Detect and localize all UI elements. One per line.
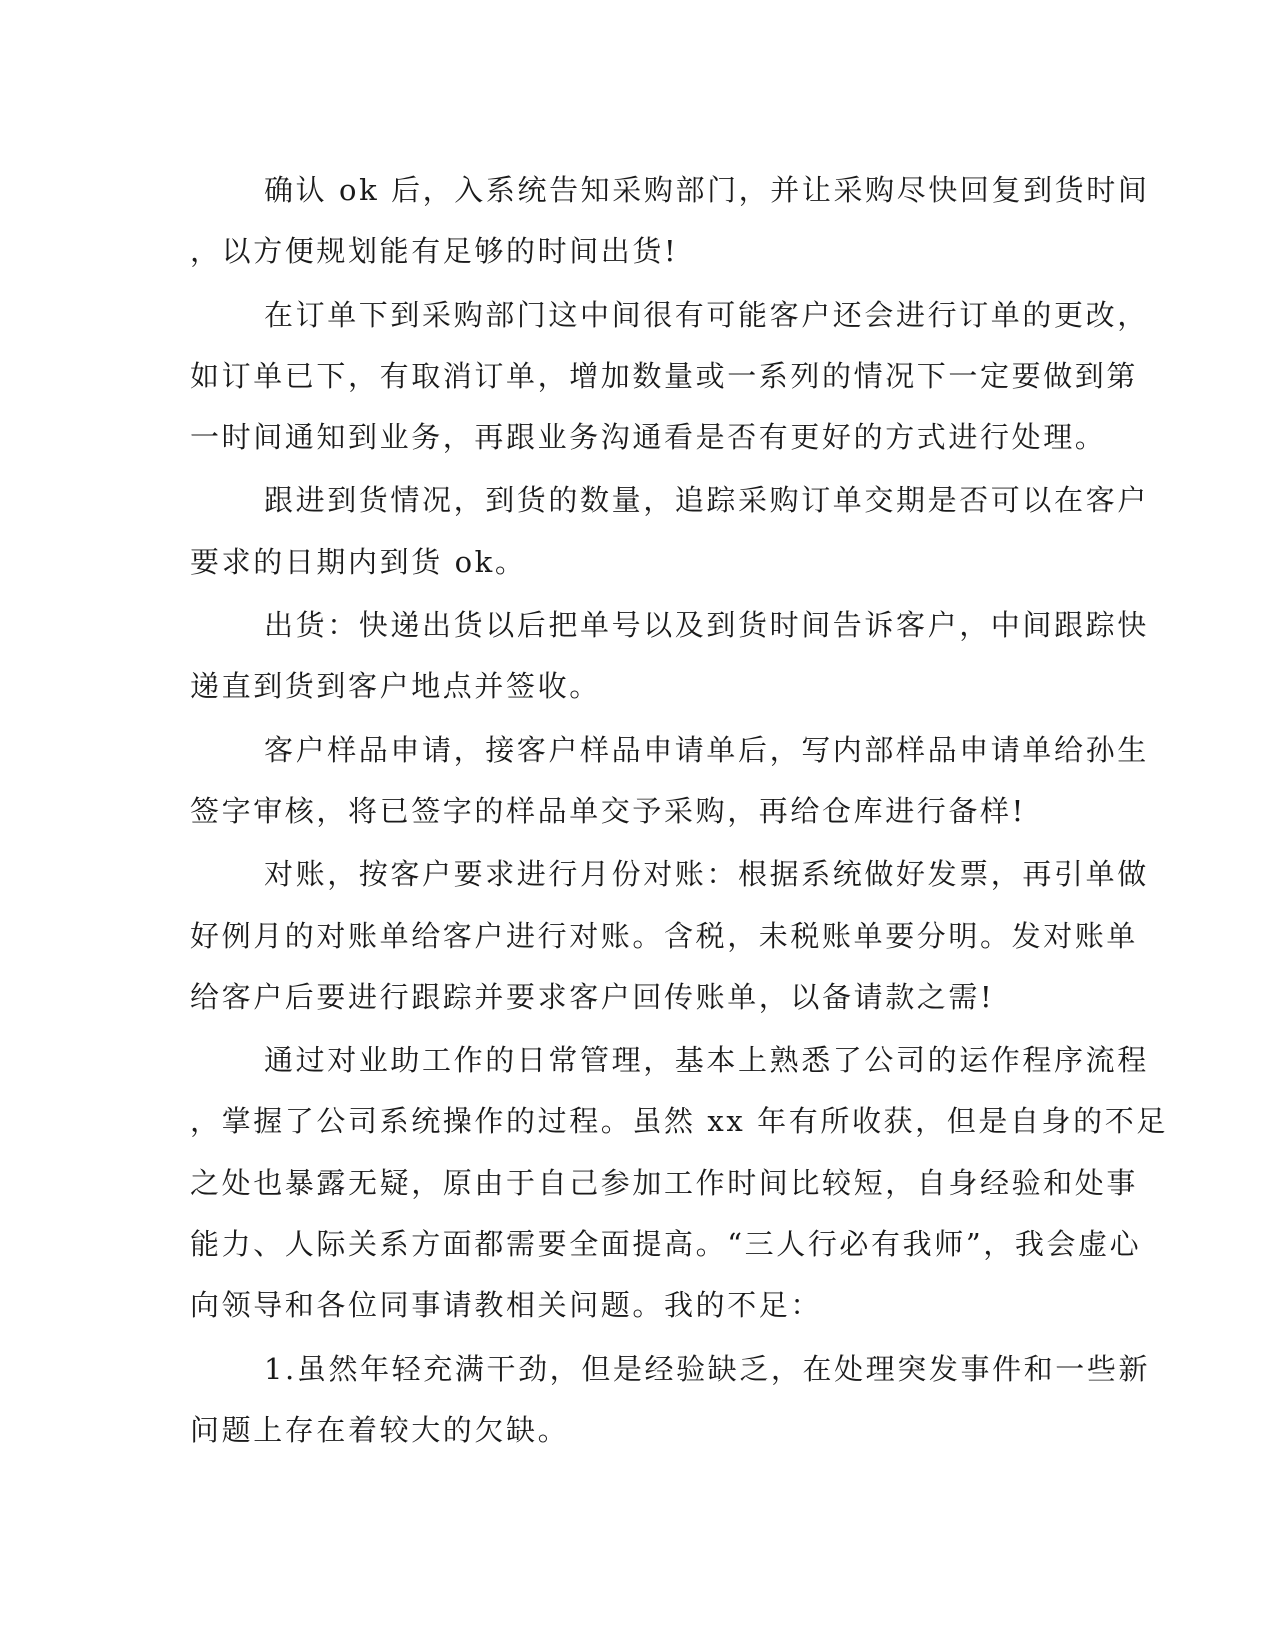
- text-line: 1.虽然年轻充满干劲，但是经验缺乏，在处理突发事件和一些新: [264, 1351, 1151, 1386]
- paragraph-shipping: [190, 595, 1149, 718]
- text-line: ，掌握了公司系统操作的过程。虽然 xx 年有所收获，但是自身的不足: [190, 1104, 1168, 1139]
- paragraph-order-change: [190, 285, 1149, 469]
- text-line: 之处也暴露无疑，原由于自己参加工作时间比较短，自身经验和处事: [190, 1165, 1139, 1200]
- text-line: 递直到货到客户地点并签收。: [190, 669, 601, 704]
- text-line: 在订单下到采购部门这中间很有可能客户还会进行订单的更改，: [264, 297, 1149, 332]
- text-line: 要求的日期内到货 ok。: [190, 544, 527, 579]
- text-line: 一时间通知到业务，再跟业务沟通看是否有更好的方式进行处理。: [190, 420, 1107, 455]
- text-line: 确认 ok 后，入系统告知采购部门，并让采购尽快回复到货时间: [264, 173, 1150, 207]
- text-line: 向领导和各位同事请教相关问题。我的不足：: [190, 1288, 823, 1323]
- text-line: 对账，按客户要求进行月份对账：根据系统做好发票，再引单做: [264, 857, 1149, 892]
- text-line: 客户样品申请，接客户样品申请单后，写内部样品申请单给孙生: [264, 732, 1149, 767]
- paragraph-shortcoming-1: [190, 1339, 1151, 1462]
- paragraph-summary: [190, 1030, 1168, 1336]
- text-line: 能力、人际关系方面都需要全面提高。“三人行必有我师”，我会虚心: [190, 1227, 1142, 1262]
- text-line: 出货：快递出货以后把单号以及到货时间告诉客户，中间跟踪快: [264, 608, 1149, 643]
- text-line: 如订单已下，有取消订单，增加数量或一系列的情况下一定要做到第: [190, 358, 1139, 393]
- paragraph-sample-request: [190, 720, 1149, 843]
- paragraph-order-confirm: [190, 160, 1150, 283]
- text-line: 签字审核，将已签字的样品单交予采购，再给仓库进行备样!: [190, 793, 1026, 828]
- paragraph-reconciliation: [190, 844, 1149, 1028]
- text-line: 跟进到货情况，到货的数量，追踪采购订单交期是否可以在客户: [264, 483, 1149, 518]
- text-line: ，以方便规划能有足够的时间出货!: [190, 234, 679, 269]
- document-body: [190, 160, 1168, 1463]
- text-line: 好例月的对账单给客户进行对账。含税，未税账单要分明。发对账单: [190, 918, 1139, 953]
- text-line: 给客户后要进行跟踪并要求客户回传账单，以备请款之需!: [190, 979, 995, 1014]
- text-line: 通过对业助工作的日常管理，基本上熟悉了公司的运作程序流程: [264, 1043, 1149, 1078]
- paragraph-delivery-followup: [190, 470, 1149, 593]
- text-line: 问题上存在着较大的欠缺。: [190, 1412, 570, 1447]
